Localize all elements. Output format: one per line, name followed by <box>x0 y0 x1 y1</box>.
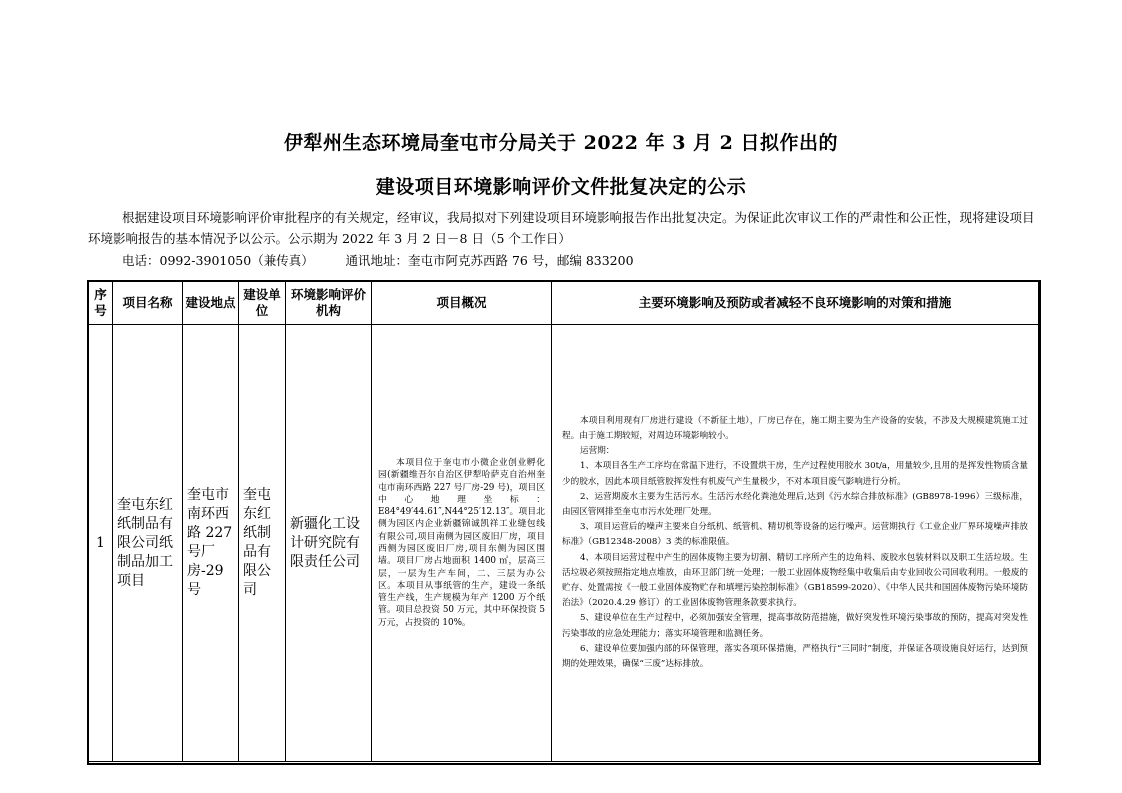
header-overview: 项目概况 <box>372 282 552 325</box>
measure-paragraph: 4、本项目运营过程中产生的固体废物主要为切割、精切工序所产生的边角料、废胶水包装材料以及职工生活垃圾。生活垃圾必须按照指定地点堆放，由环卫部门统一处理；一般工业固体废物经集中收集后由专业回收公司回收利用。一般废的贮存、处置需按《一般工业固体废物贮存和填埋污染控制标准》（GB18599-2020）、《中华人民共和国固体废物污染环境防治法》（2020.4.29 修订）的工业固体废物管理条款要求执行。 <box>562 552 1028 609</box>
table-header-row <box>89 282 1039 325</box>
cell-seq: 1 <box>89 325 113 762</box>
measure-paragraph: 6、建设单位要加强内部的环保管理，落实各项环保措施，严格执行“三同时”制度，并保证各项设施良好运行，达到预期的处理效果，确保“三废”达标排放。 <box>562 643 1028 670</box>
header-location: 建设地点 <box>183 282 239 325</box>
cell-unit: 奎屯东红纸制品有限公司 <box>239 325 286 762</box>
cell-agency: 新疆化工设计研究院有限责任公司 <box>286 325 372 762</box>
header-measures: 主要环境影响及预防或者减轻不良环境影响的对策和措施 <box>552 282 1039 325</box>
measure-paragraph: 本项目利用现有厂房进行建设（不新征土地），厂房已存在，施工期主要为生产设备的安装，不涉及大规模建筑施工过程。由于施工期较短，对周边环境影响较小。 <box>562 415 1028 441</box>
measure-paragraph: 运营期： <box>580 446 615 457</box>
cell-name: 奎屯东红纸制品有限公司纸制品加工项目 <box>113 325 183 762</box>
cell-overview <box>372 325 552 762</box>
cell-measures <box>552 325 1039 762</box>
header-unit: 建设单位 <box>239 282 286 325</box>
intro-paragraph <box>88 207 1038 249</box>
intro-text: 根据建设项目环境影响评价审批程序的有关规定，经审议，我局拟对下列建设项目环境影响报告作出批复决定。为保证此次审议工作的严肃性和公正性，现将建设项目环境影响报告的基本情况予以公示。公示期为 2022 年 3 月 2 日－8 日（5 个工作日） <box>88 210 1035 246</box>
overview-text: 本项目位于奎屯市小微企业创业孵化园(新疆维吾尔自治区伊犁哈萨克自治州奎屯市南环西路 227 号厂房-29 号)，项目区中心地理坐标：E84°49′44.61″,N44°25′12.13″。项目北侧为园区内企业新疆锦诚凯祥工业缝包线有限公司,项目南侧为园区废旧厂房，项目西侧为园区废旧厂房,项目东侧为园区围墙。项目厂房占地面积 1400 ㎡，层高三层，一层为生产车间，二、三层为办公区。本项目从事纸管的生产，建设一条纸管生产线，生产规模为年产 1200 万个纸管。项目总投资 50 万元，其中环保投资 5 万元，占投资的 10%。 <box>378 457 545 628</box>
header-seq: 序号 <box>89 282 113 325</box>
measure-paragraph: 5、建设单位在生产过程中，必须加强安全管理，提高事故防范措施，做好突发性环境污染事故的预防，提高对突发性污染事故的应急处理能力；落实环境管理和监测任务。 <box>562 613 1028 639</box>
header-name: 项目名称 <box>113 282 183 325</box>
header-agency: 环境影响评价机构 <box>286 282 372 325</box>
cell-location: 奎屯市南环西路 227 号厂房-29 号 <box>183 325 239 762</box>
document-title-line2: 建设项目环境影响评价文件批复决定的公示 <box>375 176 747 198</box>
measure-paragraph: 1、本项目各生产工序均在常温下进行，不设置烘干房，生产过程使用胶水 30t/a，用量较少,且用的是挥发性物质含量少的胶水，因此本项目纸管胶挥发性有机废气产生量极少，不对本项目废气影响进行分析。 <box>562 461 1028 487</box>
measure-paragraph: 3、项目运营后的噪声主要来自分纸机、纸管机、精切机等设备的运行噪声。运营期执行《工业企业厂界环境噪声排放标准》（GB12348-2008）3 类的标准限值。 <box>562 522 1028 548</box>
table-row <box>89 325 1039 762</box>
document-title-line1: 伊犁州生态环境局奎屯市分局关于 2022 年 3 月 2 日拟作出的 <box>283 132 838 154</box>
measure-paragraph: 2、运营期废水主要为生活污水。生活污水经化粪池处理后,达到《污水综合排放标准》(GB8978-1996）三级标准，由园区管网排至奎屯市污水处理厂处理。 <box>562 491 1028 517</box>
contact-line: 电话：0992-3901050（兼传真） 通讯地址：奎屯市阿克苏西路 76 号，邮编 833200 <box>122 253 634 268</box>
project-table <box>88 281 1039 762</box>
